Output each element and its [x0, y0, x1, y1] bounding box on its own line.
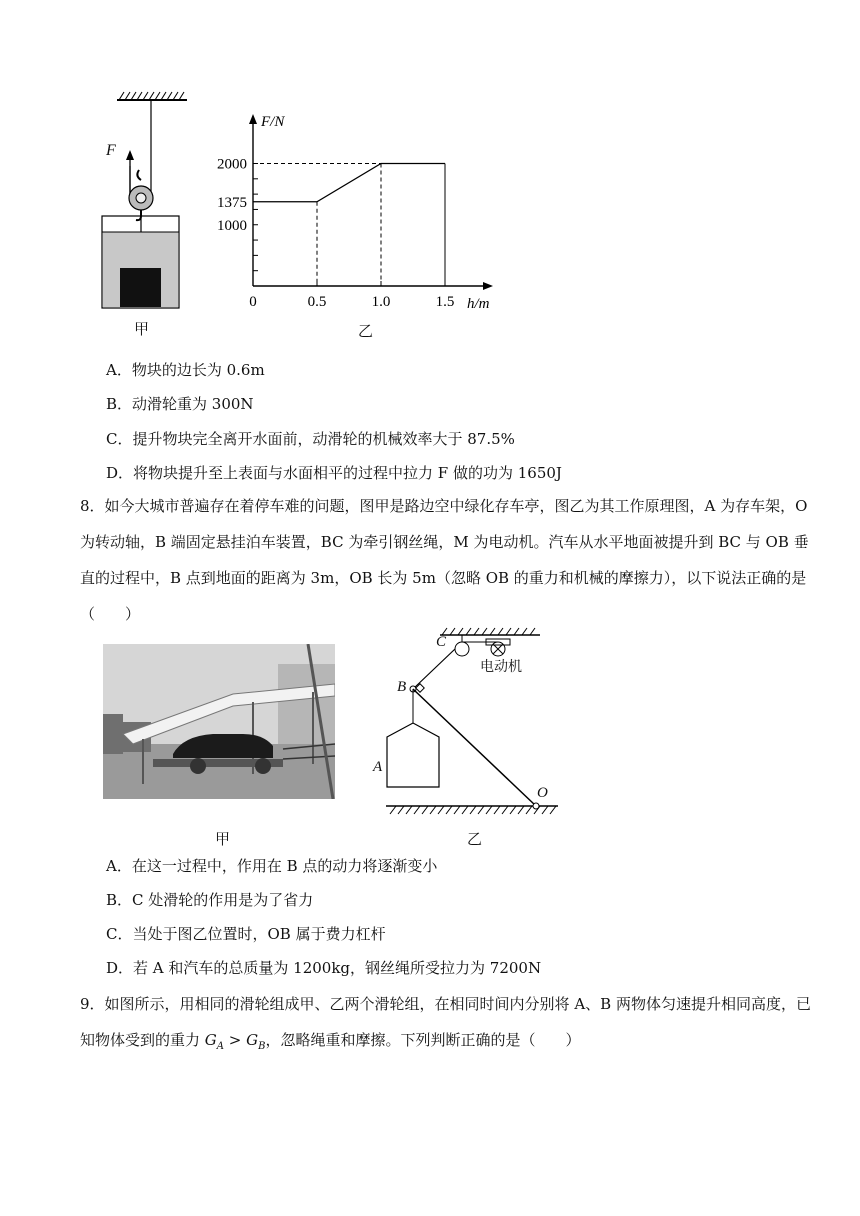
y-tick-label-1375: 1375 — [217, 194, 247, 211]
y-tick-label-2000: 2000 — [217, 156, 247, 173]
label-o: O — [537, 785, 548, 801]
q9-text-2: ，忽略绳重和摩擦。下列判断正确的是（ ） — [265, 1031, 581, 1049]
x-tick-label-0: 0 — [249, 294, 257, 310]
y-axis-label: F/N — [261, 114, 285, 130]
q8-option-c: C．当处于图乙位置时，OB 属于费力杠杆 — [106, 925, 386, 943]
q9-g-a: $G_A$ — [204, 1031, 224, 1052]
figure-jia-label: 甲 — [134, 320, 150, 338]
x-tick-label-1.0: 1.0 — [371, 294, 391, 310]
x-axis-arrow — [483, 282, 493, 290]
q8-option-b: B．C 处滑轮的作用是为了省力 — [106, 891, 314, 909]
q8-figure-yi-label: 乙 — [467, 830, 483, 848]
parking-pavilion-photo — [103, 644, 335, 799]
q8-stem: 8．如今大城市普遍存在着停车难的问题，图甲是路边空中绿化存车亭，图乙为其工作原理图，A 为存车架，O 为转动轴，B 端固定悬挂泊车装置，BC 为牵引钢丝绳，M 为电动机。汽车从水平地面被提升到 BC 与 OB 垂直的过程中，B 点到地面的距离为 3m，OB 长为 5m（忽略 OB 的重力和机械的摩擦力），以下说法正确的是（ ） — [80, 497, 809, 623]
q7-option-c: C．提升物块完全离开水面前，动滑轮的机械效率大于 87.5% — [106, 430, 515, 448]
f-force-label: F — [106, 142, 116, 159]
x-tick-label-0.5: 0.5 — [307, 294, 327, 310]
x-axis-label: h/m — [467, 296, 490, 312]
label-a: A — [373, 759, 383, 775]
y-axis-arrow — [249, 114, 257, 124]
q7-option-d: D．将物块提升至上表面与水面相平的过程中拉力 F 做的功为 1650J — [106, 464, 562, 482]
figure-yi-label: 乙 — [358, 322, 374, 340]
q9-g-b: $G_B$ — [246, 1031, 266, 1052]
label-c: C — [436, 634, 447, 650]
x-tick-label-1.5: 1.5 — [435, 294, 455, 310]
q8-figure-jia-label: 甲 — [215, 830, 231, 848]
label-motor: 电动机 — [480, 659, 522, 675]
q9-stem: 9．如图所示，用相同的滑轮组成甲、乙两个滑轮组，在相同时间内分别将 A、B 两物体匀速提升相同高度，已知物体受到的重力 $G_A > G_B$，忽略绳重和摩擦。下列判断正确的是（ ） — [80, 995, 811, 1052]
q9-text-1: 9．如图所示，用相同的滑轮组成甲、乙两个滑轮组，在相同时间内分别将 A、B 两物体匀速提升相同高度，已知物体受到的重力 — [80, 995, 811, 1049]
q7-option-a: A．物块的边长为 0.6m — [106, 361, 265, 379]
q8-option-a: A．在这一过程中，作用在 B 点的动力将逐渐变小 — [106, 857, 438, 875]
q8-option-d: D．若 A 和汽车的总质量为 1200kg，钢丝绳所受拉力为 7200N — [106, 959, 542, 977]
y-tick-label-1000: 1000 — [217, 217, 247, 234]
force-height-chart — [205, 110, 505, 315]
force-line — [253, 164, 445, 202]
label-b: B — [397, 679, 407, 695]
q7-option-b: B．动滑轮重为 300N — [106, 395, 254, 413]
pulley-tank-figure — [95, 88, 195, 318]
